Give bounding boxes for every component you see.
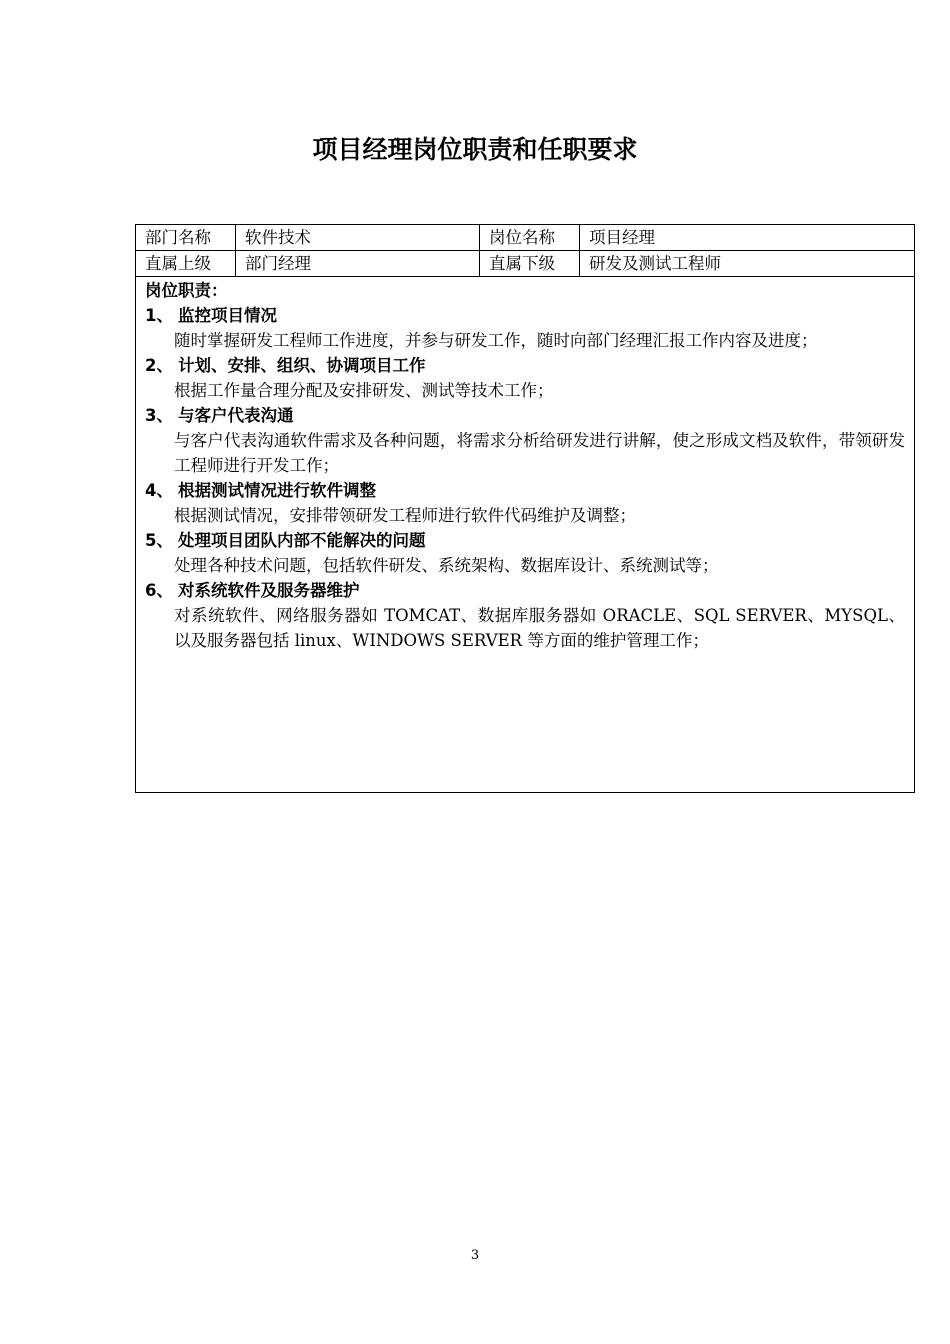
duty-item-title-text: 处理项目团队内部不能解决的问题	[178, 531, 426, 550]
duty-item-title	[145, 528, 905, 553]
table-row	[136, 277, 915, 793]
duty-item-title	[145, 578, 905, 603]
duty-item-number: 4、	[145, 481, 173, 500]
duty-item-title-text: 根据测试情况进行软件调整	[178, 481, 376, 500]
superior-value: 部门经理	[236, 251, 480, 277]
job-info-table	[135, 224, 915, 793]
duty-item-desc: 处理各种技术问题，包括软件研发、系统架构、数据库设计、系统测试等；	[174, 556, 719, 575]
duty-item-number: 5、	[145, 531, 173, 550]
post-label: 岗位名称	[480, 225, 580, 251]
page-number: 3	[470, 1248, 480, 1263]
duty-item-title-text: 与客户代表沟通	[178, 406, 294, 425]
table-row	[136, 225, 915, 251]
dept-value: 软件技术	[236, 225, 480, 251]
duty-item-title	[145, 303, 905, 328]
duty-item-desc: 对系统软件、网络服务器如 TOMCAT、数据库服务器如 ORACLE、SQL SERVER、MYSQL、以及服务器包括 linux、WINDOWS SERVER 等方面的维护管理工作；	[174, 606, 905, 650]
page-title: 项目经理岗位职责和任职要求	[312, 135, 638, 164]
duty-item-title	[145, 353, 905, 378]
duties-cell	[136, 277, 915, 793]
duty-item-number: 6、	[145, 581, 173, 600]
duty-item-desc: 随时掌握研发工程师工作进度，并参与研发工作，随时向部门经理汇报工作内容及进度；	[174, 331, 818, 350]
duty-item-desc: 根据工作量合理分配及安排研发、测试等技术工作；	[174, 381, 554, 400]
table-row	[136, 251, 915, 277]
duty-item-desc: 与客户代表沟通软件需求及各种问题，将需求分析给研发进行讲解，使之形成文档及软件，带领研发工程师进行开发工作；	[174, 431, 905, 475]
duty-item-number: 1、	[145, 306, 173, 325]
duty-item-title-text: 监控项目情况	[178, 306, 277, 325]
duty-item-number: 3、	[145, 406, 173, 425]
duty-item-title	[145, 478, 905, 503]
duty-item-desc: 根据测试情况，安排带领研发工程师进行软件代码维护及调整；	[174, 506, 636, 525]
duty-item-title-text: 对系统软件及服务器维护	[178, 581, 360, 600]
dept-label: 部门名称	[136, 225, 236, 251]
duty-item-title	[145, 403, 905, 428]
superior-label: 直属上级	[136, 251, 236, 277]
duties-heading: 岗位职责：	[145, 281, 228, 300]
duty-item-number: 2、	[145, 356, 173, 375]
post-value: 项目经理	[580, 225, 915, 251]
subordinate-label: 直属下级	[480, 251, 580, 277]
subordinate-value: 研发及测试工程师	[580, 251, 915, 277]
duty-item-title-text: 计划、安排、组织、协调项目工作	[178, 356, 426, 375]
